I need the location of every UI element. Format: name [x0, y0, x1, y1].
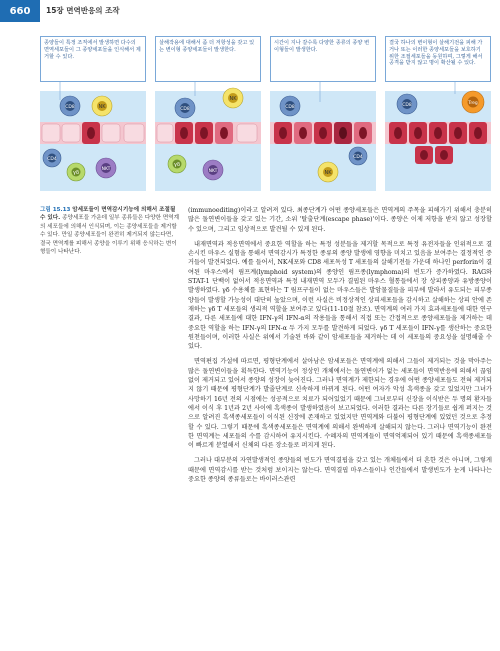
nk-cell [318, 162, 338, 182]
cd4-t-cell [349, 147, 367, 165]
page-header [0, 0, 500, 22]
nk-cell [92, 96, 112, 116]
treg-cell [462, 91, 484, 113]
paragraph-2: 내재면역과 적응면역에서 중요한 역할을 하는 특정 성분들을 제거할 목적으로 특정 유전자들을 인위적으로 결손시킨 마우스 실험을 통해서 면역감시가 특정한 종류의 종양 발생에 영향을 미치고 있음을 보여주는 결정적인 증거들이 발견되었다. 예를 들어서, NK세포와 CD8 세포독성 T 세포들의 살해기전들 가운데 하나인 perforin이 결여된 마우스에서 림프계(lymphoid system)의 종양인 림프종(lymphoma)의 빈도가 증가하였다. RAG와 STAT-1 단백이 없어서 적응면역과 특정 내재면역 모두가 결핍된 마우스 혈통들에서 장 상피종양과 유방종양이 발생하였다. γδ 수용체를 표현하는 T 림프구들이 없는 마우스들은 발암물질들을 피부에 발라서 유도되는 피부종양들이 발생할 가능성이 대단히 높았으며, 이런 사실은 비정상적인 상피세포들을 감시하고 살해하는 상피 안에 존재하는 γδ T 세포들의 생리적 역할을 보여주고 있다(11-10절 참조). 면역계의 여러 가지 효과세포들에 대한 연구결과, 다른 세포들에 대한 IFN-γ의 IFN-α의 작용들을 통해서 직접 또는 간접적으로 종양세포들을 제거하는 데 중요한 역할을 하는 IFN-γ의 IFN-α 두 가지 모두를 발견하게 되었다. γδ T 세포들이 IFN-γ를 생산하는 중요한 원천들이며, 이러한 사실은 위에서 기술된 바와 같이 암세포들을 제거하는 데 이 세포들의 중요성을 설명해줄 수 있다. [188, 240, 492, 351]
panel-4-illustration [385, 36, 491, 196]
panel-4-callout: 결국 하나의 변이형이 살해기전을 피해 가거나 또는 이러한 종양세포들을 보호하기 위한 조절세포들을 동원하며, 그렇게 해서 공격을 받지 않고 명이 확산될 수 있다. [385, 36, 491, 82]
cd8-t-cell [397, 94, 417, 114]
gamma-delta-t-cell [168, 155, 186, 173]
cell-label-cd8: CD8 [65, 105, 75, 110]
cell-label-nkt: NKT [208, 169, 218, 174]
figure-caption [40, 206, 180, 256]
cell-label-cd8: CD8 [285, 105, 295, 110]
figure-panel-4 [385, 36, 491, 196]
figure-number: 그림 15.13 [40, 207, 71, 213]
cell-label-nk: NK [229, 96, 237, 102]
cell-label-nkt: NKT [101, 167, 111, 172]
cell-label-cd8: CD8 [180, 107, 190, 112]
panel-3-callout: 시간이 지나 갈수록 다양한 종류의 종양 변이형들이 발생한다. [270, 36, 376, 82]
body-text [188, 206, 492, 490]
nkt-cell [203, 160, 223, 180]
figure-15-13 [40, 36, 492, 196]
nk-cell [223, 88, 243, 108]
cd4-t-cell [43, 149, 61, 167]
chapter-title: 15장 면역반응의 조작 [46, 6, 120, 15]
figure-panel-3 [270, 36, 376, 196]
panel-3-illustration [270, 36, 376, 196]
page-number: 660 [0, 0, 40, 22]
paragraph-4: 그러나 대부분의 자연발생적인 종양들의 빈도가 면역결핍을 갖고 있는 개체들에서 더 흔한 것은 아니며, 그렇게 때문에 면역감시를 받는 것처럼 보이지는 않는다. 면역결핍 마우스들이나 인간들에서 발생빈도가 눈게 나타나는 중요한 종양의 종류들로는 바이러스관련 [188, 457, 492, 484]
panel-2-callout: 살해작용에 대해서 좀 더 저항성을 갖고 있는 변이형 종양세포들이 발생한다. [155, 36, 261, 82]
tumor-cell-group [389, 122, 487, 164]
nkt-cell [96, 158, 116, 178]
figure-title: 암세포들이 면역감시기능에 의해서 조절될 수 있다. [40, 207, 176, 222]
cell-label-cd4: CD4 [47, 157, 57, 162]
tumor-cell-group [274, 122, 372, 144]
panel-2-illustration [155, 36, 261, 196]
cell-label-nk: NK [98, 104, 106, 110]
figure-panel-2 [155, 36, 261, 196]
cell-label-nk: NK [324, 170, 332, 176]
cd8-t-cell [280, 96, 300, 116]
cd8-t-cell [175, 98, 195, 118]
cd8-t-cell [60, 96, 80, 116]
cell-label-treg: Treg [468, 101, 478, 106]
paragraph-1: (immunoediting)이라고 알려져 있다. 최종단계가 어떤 종양세포들은 면역계의 주목을 피해가기 위해서 충분히 많은 돌연변이들을 갖고 있는 기간, 소위 '탈출단계(escape phase)'이다. 종양은 이제 저항을 받지 않고 성장할 수 있으며, 그리고 임상적으로 발견될 수 있게 된다. [188, 207, 492, 233]
panel-1-illustration [40, 36, 146, 196]
cell-label-cd4: CD4 [353, 155, 363, 160]
paragraph-3: 면역편집 가설에 따르면, 평형단계에서 살아남은 암세포들은 면역계에 의해서 그들이 제거되는 것을 막아주는 많은 돌연변이들을 획득한다. 면역기능이 정상인 개체에서는 돌연변이가 없는 세포들이 면역반응에 의해서 끊임없이 제거되고 있어서 종양의 성장이 늦어진다. 그러나 면역계가 제한되는 경우에 어떤 종양세포들도 전혀 제거되지 않기 때문에 평형단계가 발줄단계로 신속하게 바뀌게 된다. 어떤 여자가 악성 흑색종을 갖고 있었지만 그녀가 사망하기 16년 전의 시점에는 성공적으로 치료가 되어있었기 때문에 그녀로부터 신장을 이식받은 두 명의 환자들에서 이식 후 1년과 2년 사이에 흑색종이 발생하였음이 보고되었다. 이러한 결과는 다른 장기들로 쉽게 퍼지는 것으로 알려진 흑색종세포들이 이식된 신장에 존재하고 있었지만 면역계와 더불어 평형단계에 있었던 것으로 추정할 수 있다. 그렇기 때문에 흑색종세포들은 면역계에 의해서 완벽하게 살해되지 않는다. 그러나 면역기능이 완전한 면역계는 세포들의 수를 감시하여 유지시킨다. 수혜자의 면역계들이 면역억제되어 있기 때문에 흑색종세포들이 빠르게 분열해서 신체의 다른 장소들로 퍼지게 된다. [188, 358, 492, 450]
figure-caption-text: 종양세포들 가운데 일부 종류들은 다양한 면역계의 세포들에 의해서 인식되며, 이는 종양세포들을 제거할 수 있다. 만일 종양세포들이 완전히 제거되지 않는다면, 결국 면역계를 피해서 종양을 이루기 위해 응식하는 변이형들이 나타난다. [40, 215, 180, 255]
cell-label-cd8: CD8 [402, 103, 412, 108]
figure-panel-1 [40, 36, 146, 196]
tumor-cell [82, 122, 100, 144]
tumor-cell-group [175, 122, 233, 144]
panel-1-callout: 종양들이 특정 조직에서 발생하면 다수의 면역세포들이 그 종양세포들을 인식해서 제거할 수 있다. [40, 36, 146, 82]
cell-label-gd: γδ [72, 170, 80, 176]
gamma-delta-t-cell [67, 163, 85, 181]
cell-label-gd: γδ [173, 162, 181, 168]
